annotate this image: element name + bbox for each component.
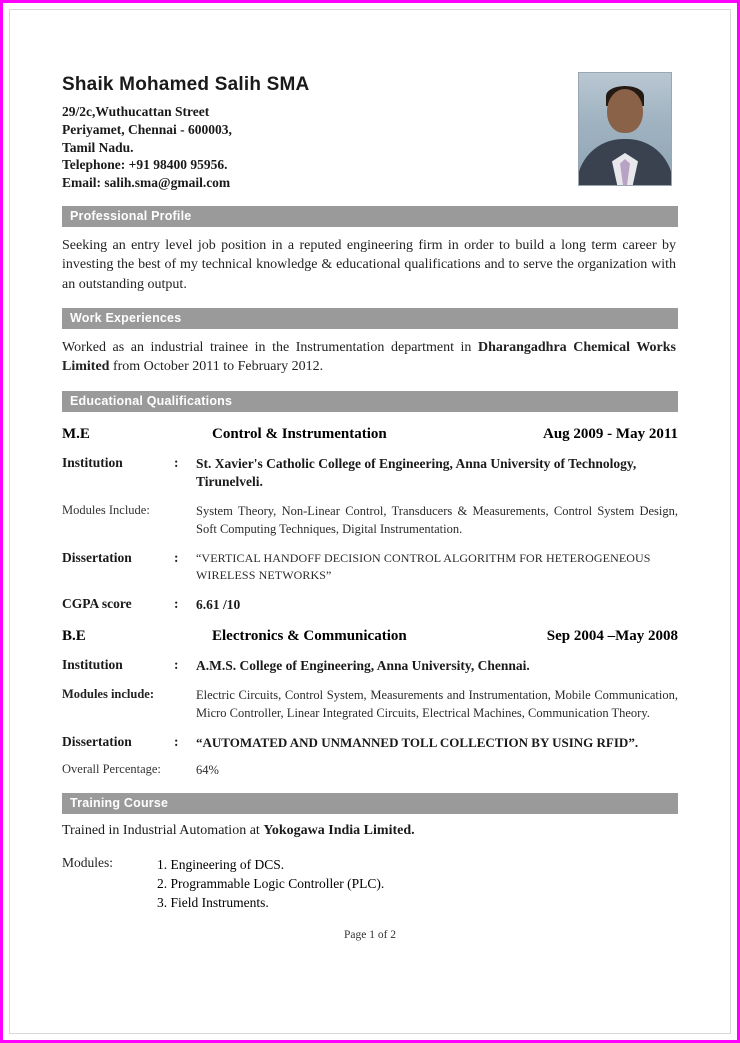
training-modules (62, 855, 678, 912)
address-line-3: Tamil Nadu. (62, 139, 134, 155)
page-title: Shaik Mohamed Salih SMA (62, 74, 310, 95)
training-text (62, 823, 678, 839)
degree-row-be (62, 628, 678, 645)
row-value: System Theory, Non-Linear Control, Transducers & Measurements, Control System Design, Soft Computing Techniques, Digital Instrumentation. (196, 504, 678, 536)
work-experience-text (62, 338, 676, 377)
education-row (62, 762, 678, 780)
degree-field: Electronics & Communication (212, 627, 407, 644)
row-label: Modules Include: (62, 503, 150, 518)
row-label: Dissertation (62, 734, 132, 750)
list-item: 3. Field Instruments. (157, 895, 269, 911)
row-value: 64% (196, 762, 219, 777)
training-company: Yokogawa India Limited. (263, 823, 415, 839)
education-row (62, 503, 678, 538)
email-line: Email: salih.sma@gmail.com (62, 175, 231, 191)
section-header-work-experiences: Work Experiences (62, 308, 678, 329)
list-item: 1. Engineering of DCS. (157, 857, 285, 873)
row-colon: : (174, 550, 179, 566)
row-colon: : (174, 454, 179, 470)
degree-field: Control & Instrumentation (212, 425, 387, 442)
telephone-line: Telephone: +91 98400 95956. (62, 157, 228, 173)
degree-name: B.E (62, 627, 86, 644)
resume-page (9, 9, 731, 1034)
work-text-before: Worked as an industrial trainee in the Instrumentation department in (62, 340, 478, 355)
section-header-professional-profile: Professional Profile (62, 206, 678, 227)
page-footer: Page 1 of 2 (343, 928, 397, 941)
address-line-1: 29/2c,Wuthucattan Street (62, 104, 210, 119)
degree-name: M.E (62, 425, 90, 442)
work-text-after: from October 2011 to February 2012. (109, 359, 324, 375)
avatar (578, 72, 672, 186)
row-value: A.M.S. College of Engineering, Anna University, Chennai. (196, 657, 530, 673)
education-row (62, 687, 678, 722)
address-line-2: Periyamet, Chennai - 600003, (62, 121, 232, 137)
row-colon (174, 762, 196, 780)
row-colon (174, 687, 196, 722)
row-colon: : (174, 734, 179, 750)
row-label: Institution (62, 454, 123, 470)
degree-row-me (62, 426, 678, 443)
row-label: Overall Percentage: (62, 761, 161, 776)
row-label: Modules include: (62, 687, 155, 702)
row-colon: : (174, 595, 179, 611)
row-colon (174, 503, 196, 538)
modules-label: Modules: (62, 855, 114, 871)
education-row (62, 596, 678, 614)
education-row (62, 734, 678, 752)
row-value: 6.61 /10 (196, 596, 241, 612)
education-row (62, 550, 678, 584)
row-colon: : (174, 656, 179, 672)
education-row (62, 657, 678, 675)
section-header-educational-qualifications: Educational Qualifications (62, 391, 678, 412)
list-item: 2. Programmable Logic Controller (PLC). (157, 876, 385, 892)
education-row (62, 455, 678, 491)
row-label: CGPA score (62, 595, 132, 611)
row-value: “AUTOMATED AND UNMANNED TOLL COLLECTION BY USING RFID”. (196, 735, 639, 751)
work-employer: Dharangadhra Chemical Works Limited (62, 340, 676, 375)
row-label: Institution (62, 656, 123, 672)
row-label: Dissertation (62, 550, 132, 566)
degree-dates: Aug 2009 - May 2011 (543, 425, 678, 442)
avatar-face (607, 89, 643, 133)
contact-block (62, 50, 309, 192)
section-header-training-course: Training Course (62, 793, 678, 814)
row-value: Electric Circuits, Control System, Measurements and Instrumentation, Mobile Communication, Micro Controller, Linear Integrated Circuits, Electrical Machines, Communication Theory. (196, 688, 678, 720)
row-value: “VERTICAL HANDOFF DECISION CONTROL ALGORITHM FOR HETEROGENEOUS WIRELESS NETWORKS” (196, 551, 651, 582)
modules-list (157, 855, 384, 912)
training-text-before: Trained in Industrial Automation at (62, 823, 264, 839)
degree-dates: Sep 2004 –May 2008 (546, 627, 678, 644)
professional-profile-text: Seeking an entry level job position in a reputed engineering firm in order to build a long term career by investing the best of my technical knowledge & educational qualifications and to serve the organization with an outstanding output. (62, 238, 676, 292)
row-value: St. Xavier's Catholic College of Engineering, Anna University of Technology, Tirunelveli. (196, 455, 637, 489)
resume-header (62, 50, 678, 192)
